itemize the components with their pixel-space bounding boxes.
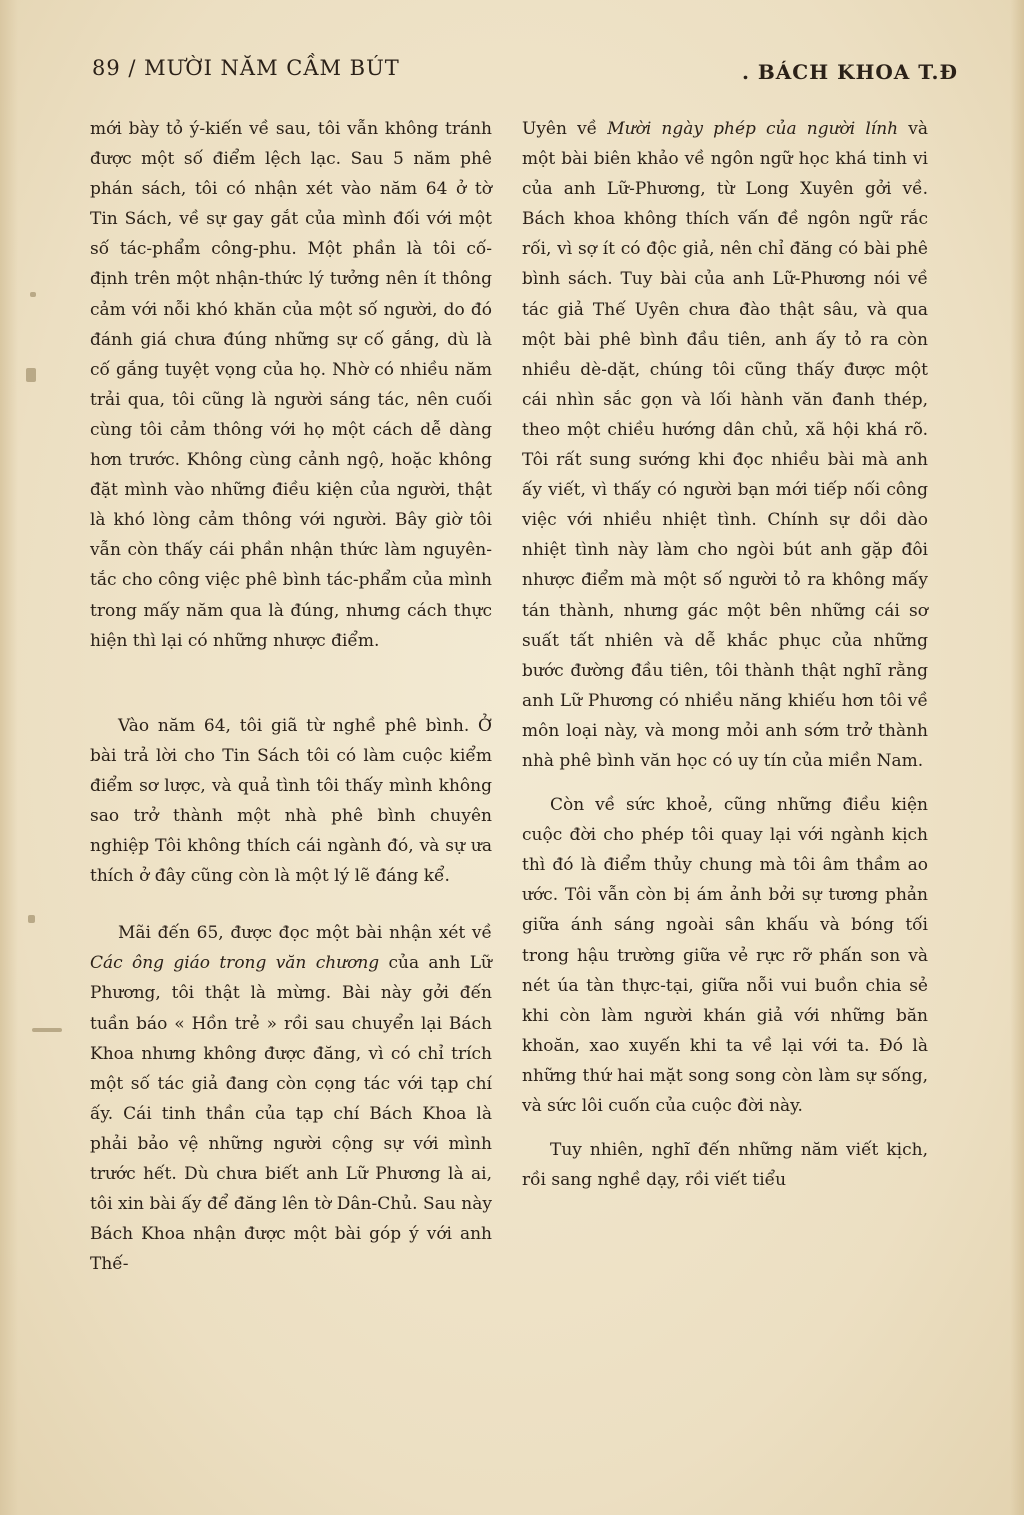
paragraph-gap [90,891,492,918]
running-header-right: . BÁCH KHOA T.Đ [741,60,958,84]
page-edge-left [0,0,18,1515]
italic-title: Các ông giáo trong văn chương [90,953,380,974]
text-column-left [90,114,492,1279]
margin-speck [30,292,36,297]
running-header-left: 89 / MƯỜI NĂM CẦM BÚT [92,56,400,80]
paragraph-gap [522,776,928,790]
paragraph: Vào năm 64, tôi giã từ nghề phê bình. Ở bài trả lời cho Tin Sách tôi có làm cuộc kiểm điểm sơ lược, và quả tình tôi thấy mình không sao trở thành một nhà phê bình chuyên nghiệp Tôi không thích cái ngành đó, và sự ưa thích ở đây cũng còn là một lý lẽ đáng kể. [90,715,492,887]
italic-title: Mười ngày phép của người lính [607,119,899,139]
paragraph-text: Mãi đến 65, được đọc một bài nhận xét về [118,923,492,944]
paragraph-text: và một bài biên khảo về ngôn ngữ học khá tinh vi của anh Lữ-Phương, từ Long Xuyên gởi về. Bách khoa không thích vấn đề ngôn ngữ rắc rối, vì sợ ít có độc giả, nên chỉ đăng có bài phê bình sách. Tuy bài của anh Lữ-Phương nói về tác giả Thế Uyên chưa đào thật sâu, và qua một bài phê bình đầu tiên, anh ấy tỏ ra còn nhiều dè-dặt, chúng tôi cũng thấy được một cái nhìn sắc gọn và lối hành văn đanh thép, theo một chiều hướng dân chủ, xã hội khá rõ. Tôi rất sung sướng khi đọc nhiều bài mà anh ấy viết, vì thấy có người bạn mới tiếp nối công việc với nhiều nhiệt tình. Chính sự dồi dào nhiệt tình này làm cho ngòi bút anh gặp đôi nhược điểm mà một số người tỏ ra không mấy tán thành, nhưng gác một bên những cái sơ suất tất nhiên và dễ khắc phục của những bước đường đầu tiên, tôi thành thật nghĩ rằng anh Lữ Phương có nhiều năng khiếu hơn tôi về môn loại này, và mong mỏi anh sớm trở thành nhà phê bình văn học có uy tín của miền Nam. [522,119,928,771]
paragraph [522,114,928,776]
paragraph-gap [90,656,492,711]
paragraph-gap [522,1121,928,1135]
paragraph-text: của anh Lữ Phương, tôi thật là mừng. Bài này gởi đến tuần báo « Hồn trẻ » rồi sau chuyển lại Bách Khoa nhưng không được đăng, vì có chỉ trích một số tác giả đang còn cọng tác với tạp chí ấy. Cái tinh thần của tạp chí Bách Khoa là phải bảo vệ những người cộng sự với mình trước hết. Dù chưa biết anh Lữ Phương là ai, tôi xin bài ấy để đăng lên tờ Dân-Chủ. Sau này Bách Khoa nhận được một bài góp ý với anh Thế- [90,953,492,1275]
paragraph: Còn về sức khoẻ, cũng những điều kiện cuộc đời cho phép tôi quay lại với ngành kịch thì đó là điểm thủy chung mà tôi âm thầm ao ước. Tôi vẫn còn bị ám ảnh bởi sự tương phản giữa ánh sáng ngoài sân khấu và bóng tối trong hậu trường giữa vẻ rực rỡ phấn son và nét úa tàn thực-tại, giữa nỗi vui buồn chia sẻ khi còn làm người khán giả với những băn khoăn, xao xuyến khi ta về lại với ta. Đó là những thứ hai mặt song song còn làm sự sống, và sức lôi cuốn của cuộc đời này. [522,795,928,1116]
margin-speck [28,915,35,923]
paragraph: Tuy nhiên, nghĩ đến những năm viết kịch, rồi sang nghề dạy, rồi viết tiểu [522,1140,928,1191]
margin-speck [32,1028,62,1032]
paragraph-text: Uyên về [522,119,608,139]
text-column-right [522,114,928,1195]
margin-speck [26,368,36,382]
paragraph [90,918,492,1279]
paragraph: mới bày tỏ ý-kiến về sau, tôi vẫn không tránh được một số điểm lệch lạc. Sau 5 năm phê phán sách, tôi có nhận xét vào năm 64 ở tờ Tin Sách, về sự gay gắt của mình đối với một số tác-phẩm công-phu. Một phần là tôi cố-định trên một nhận-thức lý tưởng nên ít thông cảm với nỗi khó khăn của một số người, do đó đánh giá chưa đúng những sự cố gắng, dù là cố gắng tuyệt vọng của họ. Nhờ có nhiều năm trải qua, tôi cũng là người sáng tác, nên cuối cùng tôi cảm thông với họ một cách dễ dàng hơn trước. Không cùng cảnh ngộ, hoặc không đặt mình vào những điều kiện của người, thật là khó lòng cảm thông với người. Bây giờ tôi vẫn còn thấy cái phần nhận thức làm nguyên-tắc cho công việc phê bình tác-phẩm của mình trong mấy năm qua là đúng, nhưng cách thực hiện thì lại có những nhược điểm. [90,119,492,651]
page-edge-right [1010,0,1024,1515]
